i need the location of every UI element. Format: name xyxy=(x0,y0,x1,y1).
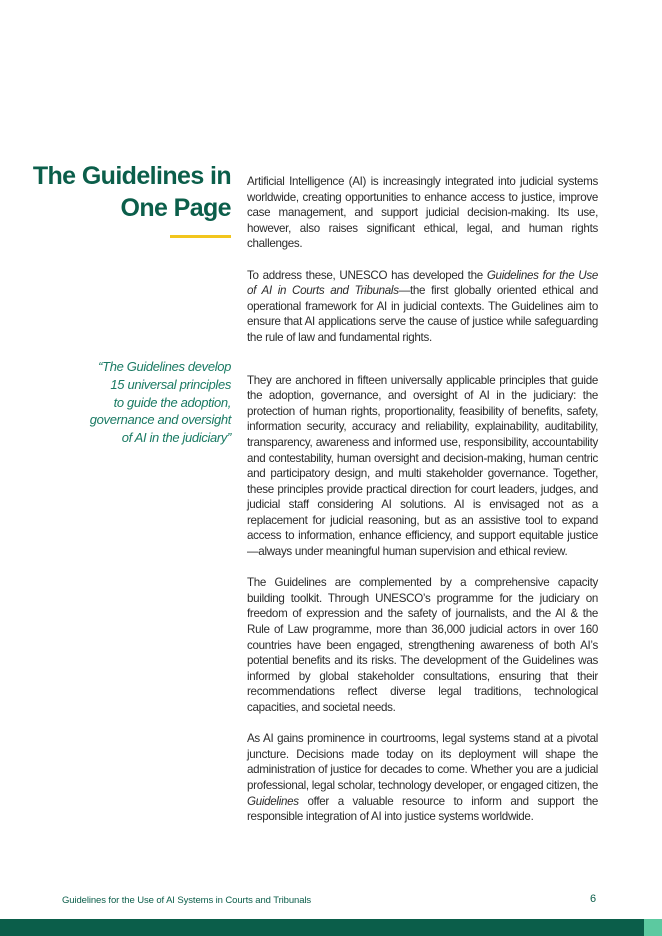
pull-quote-line: of AI in the judiciary” xyxy=(121,430,231,446)
paragraph-text: As AI gains prominence in courtrooms, legal systems stand at a pivotal juncture. Decisions made today on its deployment will shape the administration of justice for decades to come. Whether you are a judicial professional, legal scholar, technology developer, or engaged citizen, the xyxy=(247,732,598,792)
paragraph-unesco-guidelines xyxy=(247,268,598,346)
page-title-line-1: The Guidelines in xyxy=(32,162,231,190)
paragraph-principles: They are anchored in fifteen universally applicable principles that guide the adoption, governance, and oversight of AI in the judiciary: the protection of human rights, proportionality, feasibility of benefits, safety, information security, accuracy and reliability, explainability, auditability, transparency, awareness and informed use, responsibility, accountability and contestability, human oversight and decision-making, human centric and participatory design, and multi stakeholder governance. Together, these principles provide practical direction for court leaders, judges, and judicial staff considering AI solutions. AI is envisaged not as a replacement for judicial reasoning, but as an assistive tool to expand access to information, enhance efficiency, and support equitable justice—always under meaningful human supervision and ethical review. xyxy=(247,373,598,559)
footer-bar xyxy=(0,919,644,936)
page-title xyxy=(30,160,231,224)
paragraph-text: —the first globally oriented ethical and operational framework for AI in judicial contexts. The Guidelines aim to ensure that AI applications serve the cause of justice while safeguarding the rule of law and fundamental rights. xyxy=(247,284,598,344)
page-number: 6 xyxy=(590,893,597,905)
footer-bar-accent xyxy=(644,919,662,936)
paragraph-text: offer a valuable resource to inform and support the responsible integration of AI into justice systems worldwide. xyxy=(247,794,598,824)
paragraph-intro: Artificial Intelligence (AI) is increasingly integrated into judicial systems worldwide, creating opportunities to enhance access to justice, improve case management, and support judicial decision-making. Its use, however, also raises significant ethical, legal, and human rights challenges. xyxy=(247,175,598,251)
guidelines-italic: Guidelines xyxy=(247,794,299,808)
pull-quote xyxy=(60,358,231,447)
paragraph-conclusion xyxy=(247,731,598,825)
paragraph-toolkit: The Guidelines are complemented by a comprehensive capacity building toolkit. Through UNESCO’s programme for the judiciary on freedom of expression and the safety of journalists, and the AI & the Rule of Law programme, more than 36,000 judicial actors in over 160 countries have been engaged, strengthening awareness of both AI’s potential benefits and its risks. The development of the Guidelines was informed by global stakeholder consultations, ensuring that their recommendations reflect diverse legal traditions, technological capacities, and societal needs. xyxy=(247,576,598,714)
title-accent-rule xyxy=(170,235,231,238)
guidelines-title-italic: Guidelines for the Use of AI in Courts and Tribunals xyxy=(247,268,599,298)
paragraph-text: To address these, UNESCO has developed the xyxy=(247,268,487,282)
pull-quote-line: governance and oversight xyxy=(89,412,231,428)
page-title-line-2: One Page xyxy=(120,194,231,222)
pull-quote-line: to guide the adoption, xyxy=(113,394,231,410)
pull-quote-line: “The Guidelines develop xyxy=(98,359,231,374)
body-text xyxy=(247,174,598,840)
pull-quote-line: 15 universal principles xyxy=(110,376,231,392)
footer-document-title: Guidelines for the Use of AI Systems in Courts and Tribunals xyxy=(62,895,312,906)
